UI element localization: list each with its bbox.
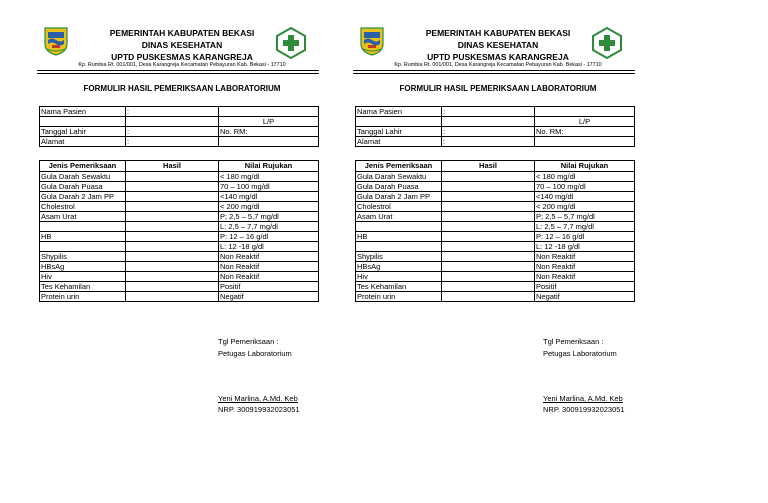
- lab-results-table: [39, 160, 319, 302]
- table-row: [40, 182, 319, 192]
- table-row: [40, 212, 319, 222]
- reference-value: L: 2,5 – 7,7 mg/dl: [219, 222, 319, 232]
- letterhead-text: [77, 27, 287, 63]
- puskesmas-green-cross-icon: [275, 27, 307, 59]
- result-cell[interactable]: [442, 182, 535, 192]
- letterhead-address: Kp. Rumbia Rt. 001/001, Desa Karangreja Kecamatan Pebayuran Kab. Bekasi - 17710: [394, 62, 602, 68]
- test-name: HB: [356, 232, 442, 242]
- test-name: Tes Kehamilan: [356, 282, 442, 292]
- reference-value: P: 12 – 16 g/dl: [535, 232, 635, 242]
- header-line-2: DINAS KESEHATAN: [141, 40, 223, 50]
- table-row: [40, 137, 319, 147]
- name-label: Nama Pasien: [40, 107, 126, 117]
- result-cell[interactable]: [442, 192, 535, 202]
- result-cell[interactable]: [442, 232, 535, 242]
- result-cell[interactable]: [442, 252, 535, 262]
- test-name: Asam Urat: [40, 212, 126, 222]
- letterhead-rule-thick: [37, 70, 319, 71]
- result-cell[interactable]: [442, 282, 535, 292]
- result-cell[interactable]: [126, 222, 219, 232]
- reference-value: Non Reaktif: [535, 262, 635, 272]
- name-label: Nama Pasien: [356, 107, 442, 117]
- officer-nrp: NRP. 300919932023051: [543, 405, 625, 414]
- test-name: Gula Darah 2 Jam PP: [356, 192, 442, 202]
- test-name: Tes Kehamilan: [40, 282, 126, 292]
- header-line-1: PEMERINTAH KABUPATEN BEKASI: [109, 28, 255, 38]
- reference-value: Non Reaktif: [219, 262, 319, 272]
- reference-value: <140 mg/dl: [535, 192, 635, 202]
- result-cell[interactable]: [126, 242, 219, 252]
- dob-colon: :: [126, 127, 219, 137]
- table-row: [356, 107, 635, 117]
- reference-value: L: 2,5 – 7,7 mg/dl: [535, 222, 635, 232]
- result-cell[interactable]: [442, 262, 535, 272]
- address-label: Alamat: [40, 137, 126, 147]
- table-row: [40, 252, 319, 262]
- name-value[interactable]: [535, 107, 635, 117]
- form-title: FORMULIR HASIL PEMERIKSAAN LABORATORIUM: [83, 84, 281, 93]
- blank-cell: [40, 117, 126, 127]
- reference-value: Positif: [219, 282, 319, 292]
- test-name: Gula Darah Puasa: [356, 182, 442, 192]
- sex-label: L/P: [219, 117, 319, 127]
- reference-value: < 200 mg/dl: [219, 202, 319, 212]
- reference-value: < 180 mg/dl: [219, 172, 319, 182]
- blank-cell: [356, 117, 442, 127]
- test-name: Hiv: [356, 272, 442, 282]
- blank-cell: [442, 117, 535, 127]
- dob-label: Tanggal Lahir: [40, 127, 126, 137]
- result-cell[interactable]: [126, 202, 219, 212]
- table-row: [356, 292, 635, 302]
- reference-value: <140 mg/dl: [219, 192, 319, 202]
- result-cell[interactable]: [126, 262, 219, 272]
- letterhead-rule-thin: [37, 73, 319, 74]
- name-value[interactable]: [219, 107, 319, 117]
- header-line-2: DINAS KESEHATAN: [457, 40, 539, 50]
- header-test: Jenis Pemeriksaan: [356, 161, 442, 172]
- table-row: [40, 292, 319, 302]
- reference-value: Positif: [535, 282, 635, 292]
- lab-results-table: [355, 160, 635, 302]
- header-result: Hasil: [442, 161, 535, 172]
- result-cell[interactable]: [126, 282, 219, 292]
- kabupaten-bekasi-emblem-icon: [359, 26, 385, 56]
- table-row: [40, 242, 319, 252]
- test-name: Cholestrol: [356, 202, 442, 212]
- table-row: [356, 172, 635, 182]
- exam-date-label: Tgl Pemeriksaan :: [543, 337, 604, 346]
- address-label: Alamat: [356, 137, 442, 147]
- officer-nrp: NRP. 300919932023051: [218, 405, 300, 414]
- reference-value: Negatif: [535, 292, 635, 302]
- address-value[interactable]: [219, 137, 319, 147]
- table-row: [356, 182, 635, 192]
- reference-value: Negatif: [219, 292, 319, 302]
- table-row: [356, 137, 635, 147]
- patient-info-table: [355, 106, 635, 147]
- result-cell[interactable]: [442, 212, 535, 222]
- result-cell[interactable]: [126, 252, 219, 262]
- reference-value: P: 12 – 16 g/dl: [219, 232, 319, 242]
- reference-value: P; 2,5 – 5,7 mg/dl: [535, 212, 635, 222]
- sex-label: L/P: [535, 117, 635, 127]
- rm-label: No. RM:: [219, 127, 319, 137]
- result-cell[interactable]: [126, 292, 219, 302]
- test-name: HB: [40, 232, 126, 242]
- result-cell[interactable]: [442, 202, 535, 212]
- kabupaten-bekasi-emblem-icon: [43, 26, 69, 56]
- reference-value: L: 12 -18 g/dl: [219, 242, 319, 252]
- table-header-row: [40, 161, 319, 172]
- letterhead-rule-thick: [353, 70, 635, 71]
- result-cell[interactable]: [126, 182, 219, 192]
- table-row: [40, 232, 319, 242]
- blank-cell: [126, 117, 219, 127]
- table-row: [40, 262, 319, 272]
- result-cell[interactable]: [442, 222, 535, 232]
- table-header-row: [356, 161, 635, 172]
- reference-value: Non Reaktif: [535, 272, 635, 282]
- reference-value: P; 2,5 – 5,7 mg/dl: [219, 212, 319, 222]
- address-colon: :: [126, 137, 219, 147]
- result-cell[interactable]: [126, 212, 219, 222]
- reference-value: L: 12 -18 g/dl: [535, 242, 635, 252]
- test-name: Hiv: [40, 272, 126, 282]
- rm-label: No. RM:: [535, 127, 635, 137]
- result-cell[interactable]: [442, 242, 535, 252]
- table-row: [40, 107, 319, 117]
- header-result: Hasil: [126, 161, 219, 172]
- table-row: [356, 272, 635, 282]
- letterhead-rule-thin: [353, 73, 635, 74]
- lab-form-left: [37, 0, 327, 440]
- reference-value: < 180 mg/dl: [535, 172, 635, 182]
- table-row: [356, 212, 635, 222]
- test-name: Shypilis: [40, 252, 126, 262]
- reference-value: Non Reaktif: [219, 252, 319, 262]
- table-row: [40, 192, 319, 202]
- reference-value: 70 – 100 mg/dl: [535, 182, 635, 192]
- table-row: [356, 202, 635, 212]
- result-cell[interactable]: [126, 272, 219, 282]
- lab-form-right: [353, 0, 643, 440]
- test-name: Gula Darah Sewaktu: [356, 172, 442, 182]
- header-line-1: PEMERINTAH KABUPATEN BEKASI: [425, 28, 571, 38]
- header-test: Jenis Pemeriksaan: [40, 161, 126, 172]
- dob-colon: :: [442, 127, 535, 137]
- table-row: [40, 282, 319, 292]
- test-name: Protein urin: [40, 292, 126, 302]
- test-name: Gula Darah Sewaktu: [40, 172, 126, 182]
- table-row: [356, 262, 635, 272]
- result-cell[interactable]: [126, 232, 219, 242]
- test-name: Shypilis: [356, 252, 442, 262]
- form-title: FORMULIR HASIL PEMERIKSAAN LABORATORIUM: [399, 84, 597, 93]
- reference-value: Non Reaktif: [535, 252, 635, 262]
- letterhead-text: [393, 27, 603, 63]
- exam-date-label: Tgl Pemeriksaan :: [218, 337, 279, 346]
- test-name: Cholestrol: [40, 202, 126, 212]
- test-name: [40, 222, 126, 232]
- table-row: [40, 202, 319, 212]
- reference-value: 70 – 100 mg/dl: [219, 182, 319, 192]
- header-line-3: UPTD PUSKESMAS KARANGREJA: [111, 52, 253, 62]
- result-cell[interactable]: [442, 172, 535, 182]
- test-name: [356, 222, 442, 232]
- result-cell[interactable]: [126, 192, 219, 202]
- officer-role: Petugas Laboratorium: [218, 349, 292, 358]
- header-reference: Nilai Rujukan: [535, 161, 635, 172]
- table-row: [356, 222, 635, 232]
- table-row: [40, 272, 319, 282]
- test-name: HBsAg: [40, 262, 126, 272]
- header-reference: Nilai Rujukan: [219, 161, 319, 172]
- result-cell[interactable]: [442, 292, 535, 302]
- result-cell[interactable]: [442, 272, 535, 282]
- table-row: [356, 127, 635, 137]
- test-name: HBsAg: [356, 262, 442, 272]
- officer-role: Petugas Laboratorium: [543, 349, 617, 358]
- table-row: [40, 222, 319, 232]
- reference-value: < 200 mg/dl: [535, 202, 635, 212]
- name-colon: :: [442, 107, 535, 117]
- dob-label: Tanggal Lahir: [356, 127, 442, 137]
- table-row: [40, 127, 319, 137]
- table-row: [356, 232, 635, 242]
- test-name: Gula Darah 2 Jam PP: [40, 192, 126, 202]
- officer-name: Yeni Marlina, A.Md. Keb: [218, 394, 298, 403]
- name-colon: :: [126, 107, 219, 117]
- table-row: [356, 117, 635, 127]
- table-row: [356, 252, 635, 262]
- puskesmas-green-cross-icon: [591, 27, 623, 59]
- test-name: Gula Darah Puasa: [40, 182, 126, 192]
- test-name: [40, 242, 126, 252]
- table-row: [356, 282, 635, 292]
- patient-info-table: [39, 106, 319, 147]
- address-colon: :: [442, 137, 535, 147]
- test-name: Asam Urat: [356, 212, 442, 222]
- table-row: [356, 192, 635, 202]
- test-name: Protein urin: [356, 292, 442, 302]
- letterhead-address: Kp. Rumbia Rt. 001/001, Desa Karangreja Kecamatan Pebayuran Kab. Bekasi - 17710: [78, 62, 286, 68]
- header-line-3: UPTD PUSKESMAS KARANGREJA: [427, 52, 569, 62]
- officer-name: Yeni Marlina, A.Md. Keb: [543, 394, 623, 403]
- table-row: [40, 117, 319, 127]
- table-row: [40, 172, 319, 182]
- test-name: [356, 242, 442, 252]
- table-row: [356, 242, 635, 252]
- reference-value: Non Reaktif: [219, 272, 319, 282]
- result-cell[interactable]: [126, 172, 219, 182]
- address-value[interactable]: [535, 137, 635, 147]
